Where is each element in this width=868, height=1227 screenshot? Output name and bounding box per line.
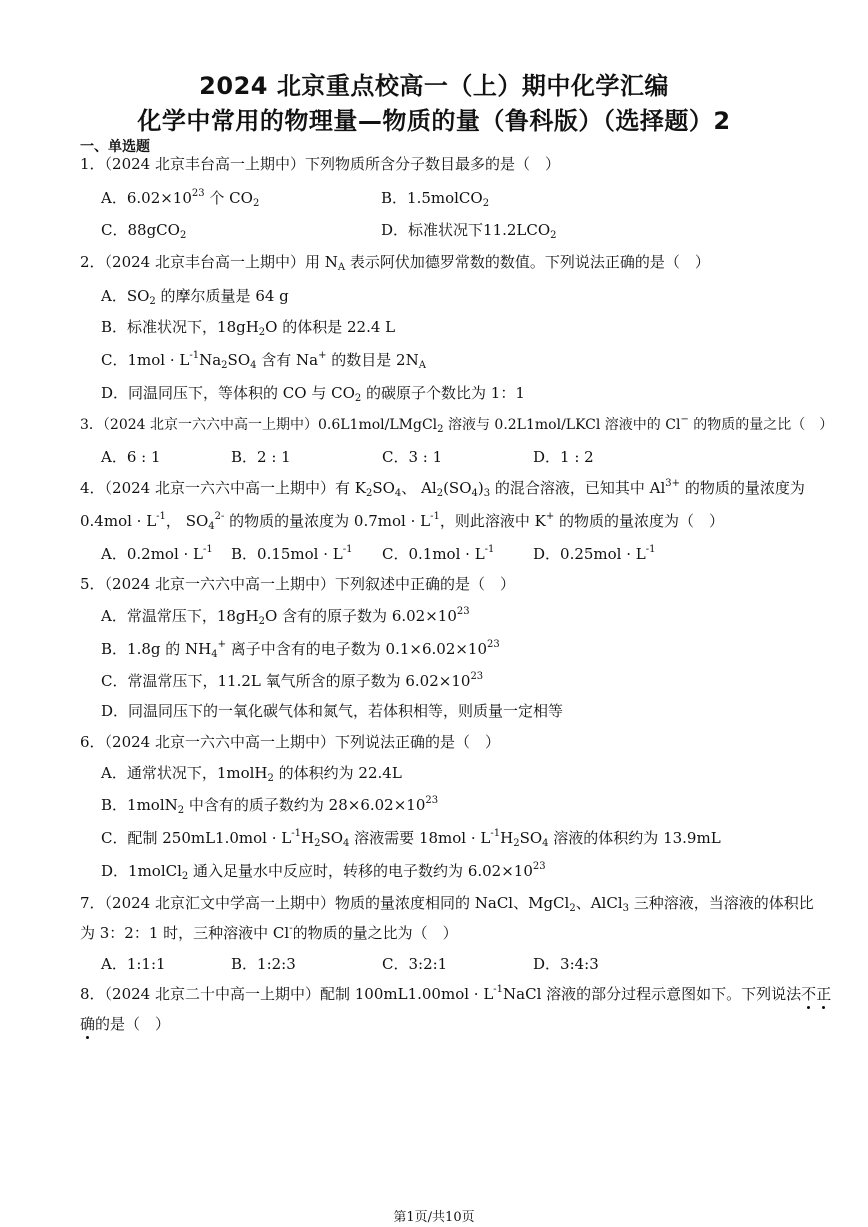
- question-6-option-c: C．配制 $250mL1.0mol \cdot L^{-1}H_2SO_4$ 溶液需要 $18mol \cdot L^{-1}H_2SO_4$ 溶液的体积约为 13.9mL: [101, 828, 721, 849]
- question-2-option-d: D．同温同压下，等体积的 CO 与 $CO_2$ 的碳原子个数比为 1：1: [101, 384, 525, 404]
- question-3-option-c: C．3 : 1: [382, 448, 443, 466]
- question-2-option-c: C．$1mol \cdot L^{-1}Na_2SO_4$ 含有 Na+ 的数目是 $2N_A$: [101, 350, 426, 371]
- question-4-option-c: C．$0.1mol \cdot L^{-1}$: [382, 544, 495, 563]
- question-5-option-c: C．常温常压下，11.2L 氧气所含的原子数为 $6.02\times 10^{23}$: [101, 671, 484, 690]
- question-1-stem: 1．（2024 北京丰台高一上期中）下列物质所含分子数目最多的是（ ）: [80, 155, 560, 173]
- question-2-option-b: B．标准状况下，$18gH_2O$ 的体积是 22.4 L: [101, 318, 396, 338]
- question-1-option-c: C．88gCO$_2$: [101, 221, 187, 241]
- question-7-option-c: C．3:2:1: [382, 955, 448, 973]
- question-3-option-b: B．2 : 1: [231, 448, 291, 466]
- emphasis-char: 正: [816, 985, 832, 1003]
- question-6-stem: 6．（2024 北京一六六中高一上期中）下列说法正确的是（ ）: [80, 733, 500, 751]
- question-5-option-b: B．1.8g 的 $NH_4^+$ 离子中含有的电子数为 $0.1\times 6.02\times 10^{23}$: [101, 639, 500, 660]
- question-7-option-b: B．1:2:3: [231, 955, 296, 973]
- question-6-option-b: B．1molN$_2$ 中含有的质子数约为 $28\times 6.02\times 10^{23}$: [101, 795, 439, 816]
- question-5-option-a: A．常温常压下，$18gH_2O$ 含有的原子数为 $6.02\times 10^{23}$: [101, 606, 470, 627]
- question-4-option-b: B．$0.15mol \cdot L^{-1}$: [231, 544, 353, 563]
- document-title: 2024 北京重点校高一（上）期中化学汇编: [199, 72, 669, 100]
- question-3-option-d: D．1 : 2: [533, 448, 594, 466]
- question-7-option-d: D．3:4:3: [533, 955, 599, 973]
- question-1-option-d: D．标准状况下$11.2LCO_2$: [381, 221, 557, 241]
- question-4-option-d: D．$0.25mol \cdot L^{-1}$: [533, 544, 656, 563]
- question-3-option-a: A．6 : 1: [101, 448, 161, 466]
- question-4-stem-line-2: $0.4mol \cdot L^{-1}$， $SO_4^{2-}$ 的物质的量浓度为 $0.7mol \cdot L^{-1}$，则此溶液中 K+ 的物质的量浓度为（ ）: [80, 511, 725, 532]
- question-3-stem: 3．（2024 北京一六六中高一上期中）0.6L1mol/LMgCl$_2$ 溶液与 0.2L1mol/LKCl 溶液中的 Cl− 的物质的量之比（ ）: [80, 414, 834, 435]
- question-7-stem-line-2: 为 3：2：1 时，三种溶液中 Cl-的物质的量之比为（ ）: [80, 923, 458, 942]
- question-6-option-a: A．通常状况下，1molH$_2$ 的体积约为 22.4L: [101, 764, 402, 784]
- document-subtitle: 化学中常用的物理量—物质的量（鲁科版）（选择题）2: [137, 107, 731, 135]
- page-footer: 第1页/共10页: [393, 1210, 475, 1225]
- question-4-stem-line-1: 4．（2024 北京一六六中高一上期中）有 $K_2SO_4$、 $Al_2(SO_4)_3$ 的混合溶液，已知其中 $Al^{3+}$ 的物质的量浓度为: [80, 478, 805, 499]
- question-8-stem-line-1: 8．（2024 北京二十中高一上期中）配制 $100mL1.00mol \cdot L^{-1}NaCl$ 溶液的部分过程示意图如下。下列说法不正: [80, 984, 832, 1003]
- section-heading: 一、单选题: [80, 139, 150, 155]
- question-5-stem: 5．（2024 北京一六六中高一上期中）下列叙述中正确的是（ ）: [80, 575, 515, 593]
- question-2-stem: 2．（2024 北京丰台高一上期中）用 $N_A$ 表示阿伏加德罗常数的数值。下列说法正确的是（ ）: [80, 253, 710, 273]
- emphasis-char: 确: [80, 1015, 96, 1033]
- question-5-option-d: D．同温同压下的一氧化碳气体和氮气，若体积相等，则质量一定相等: [101, 702, 564, 720]
- emphasis-char: 不: [801, 985, 817, 1003]
- question-1-option-a: A．$6.02\times 10^{23}$ 个 $CO_2$: [101, 188, 260, 209]
- question-1-option-b: B．1.5molCO$_2$: [381, 189, 490, 209]
- question-7-option-a: A．1:1:1: [101, 955, 166, 973]
- question-2-option-a: A．$SO_2$ 的摩尔质量是 64 g: [101, 287, 289, 307]
- question-4-option-a: A．$0.2mol \cdot L^{-1}$: [101, 544, 213, 563]
- question-6-option-d: D．1molCl$_2$ 通入足量水中反应时，转移的电子数约为 $6.02\times 10^{23}$: [101, 861, 546, 882]
- question-8-stem-line-2: 确的是（ ）: [80, 1015, 171, 1033]
- question-7-stem-line-1: 7．（2024 北京汇文中学高一上期中）物质的量浓度相同的 NaCl、MgCl$_2$、AlCl$_3$ 三种溶液，当溶液的体积比: [80, 894, 814, 914]
